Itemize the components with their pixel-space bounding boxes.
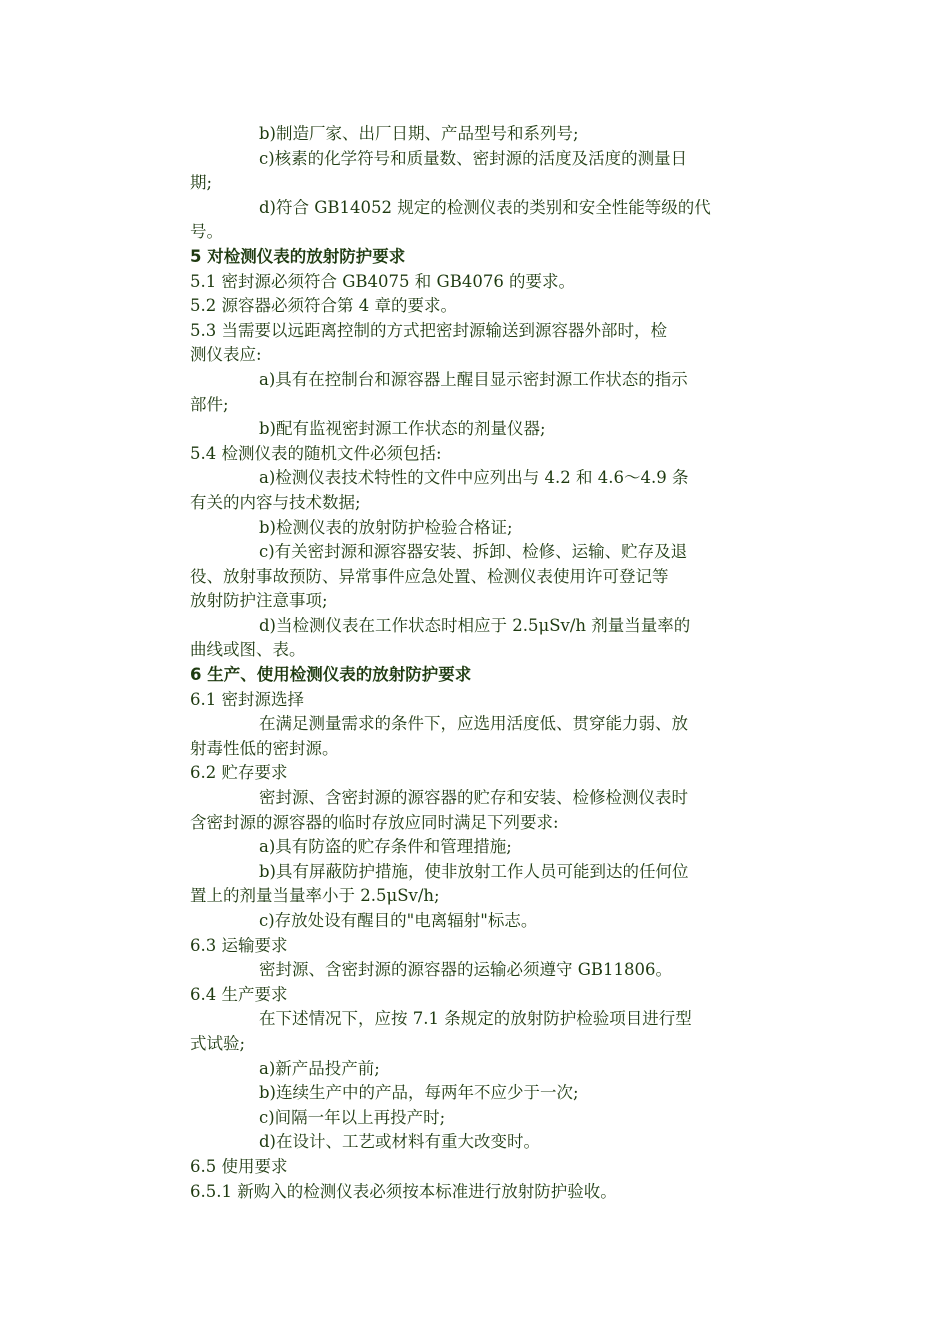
text-line: b)具有屏蔽防护措施，使非放射工作人员可能到达的任何位 (259, 861, 689, 881)
text-line: 含密封源的源容器的临时存放应同时满足下列要求: (190, 812, 559, 832)
text-line: 6.5.1 新购入的检测仪表必须按本标准进行放射防护验收。 (190, 1181, 617, 1201)
document-body (190, 122, 762, 1204)
text-line: d)符合 GB14052 规定的检测仪表的类别和安全性能等级的代 (259, 197, 711, 217)
text-line: 置上的剂量当量率小于 2.5μSv/h; (190, 886, 440, 906)
text-line: 6.2 贮存要求 (190, 763, 288, 783)
text-line: 6.4 生产要求 (190, 984, 288, 1004)
text-line: a)具有在控制台和源容器上醒目显示密封源工作状态的指示 (259, 369, 688, 389)
text-line: 在满足测量需求的条件下，应选用活度低、贯穿能力弱、放 (259, 714, 688, 734)
text-line: c)间隔一年以上再投产时; (259, 1107, 446, 1127)
text-line: b)检测仪表的放射防护检验合格证; (259, 517, 513, 537)
text-line: b)连续生产中的产品，每两年不应少于一次; (259, 1083, 579, 1103)
text-line: b)配有监视密封源工作状态的剂量仪器; (259, 419, 546, 439)
text-line: 放射防护注意事项; (190, 591, 328, 611)
text-line: 5.4 检测仪表的随机文件必须包括: (190, 443, 442, 463)
text-line: 号。 (190, 222, 223, 242)
document-page (190, 122, 762, 1204)
text-line: 在下述情况下，应按 7.1 条规定的放射防护检验项目进行型 (259, 1009, 692, 1029)
text-line: d)当检测仪表在工作状态时相应于 2.5μSv/h 剂量当量率的 (259, 615, 691, 635)
text-line: a)具有防盗的贮存条件和管理措施; (259, 837, 512, 857)
section-heading: 6 生产、使用检测仪表的放射防护要求 (190, 665, 472, 685)
text-line: 有关的内容与技术数据; (190, 492, 361, 512)
text-line: 5.2 源容器必须符合第 4 章的要求。 (190, 296, 457, 316)
text-line: d)在设计、工艺或材料有重大改变时。 (259, 1132, 540, 1152)
text-line: a)检测仪表技术特性的文件中应列出与 4.2 和 4.6～4.9 条 (259, 468, 689, 488)
text-line: 6.5 使用要求 (190, 1156, 288, 1176)
section-heading: 5 对检测仪表的放射防护要求 (190, 246, 406, 266)
text-line: 部件; (190, 394, 229, 414)
text-line: 役、放射事故预防、异常事件应急处置、检测仪表使用许可登记等 (190, 566, 669, 586)
text-line: 期; (190, 173, 213, 193)
text-line: 曲线或图、表。 (190, 640, 306, 660)
text-line: 密封源、含密封源的源容器的贮存和安装、检修检测仪表时 (259, 788, 688, 808)
text-line: 射毒性低的密封源。 (190, 738, 339, 758)
text-line: 密封源、含密封源的源容器的运输必须遵守 GB11806。 (259, 960, 673, 980)
text-line: c)核素的化学符号和质量数、密封源的活度及活度的测量日 (259, 148, 688, 168)
text-line: 5.3 当需要以远距离控制的方式把密封源输送到源容器外部时，检 (190, 320, 667, 340)
text-line: 5.1 密封源必须符合 GB4075 和 GB4076 的要求。 (190, 271, 576, 291)
text-line: 6.3 运输要求 (190, 935, 288, 955)
text-line: b)制造厂家、出厂日期、产品型号和系列号; (259, 124, 579, 143)
text-line: c)存放处设有醒目的"电离辐射"标志。 (259, 911, 538, 930)
text-line: c)有关密封源和源容器安装、拆卸、检修、运输、贮存及退 (259, 542, 688, 562)
text-line: 测仪表应: (190, 345, 262, 365)
text-line: 6.1 密封源选择 (190, 689, 304, 709)
text-line: 式试验; (190, 1033, 246, 1053)
text-line: a)新产品投产前; (259, 1058, 380, 1078)
